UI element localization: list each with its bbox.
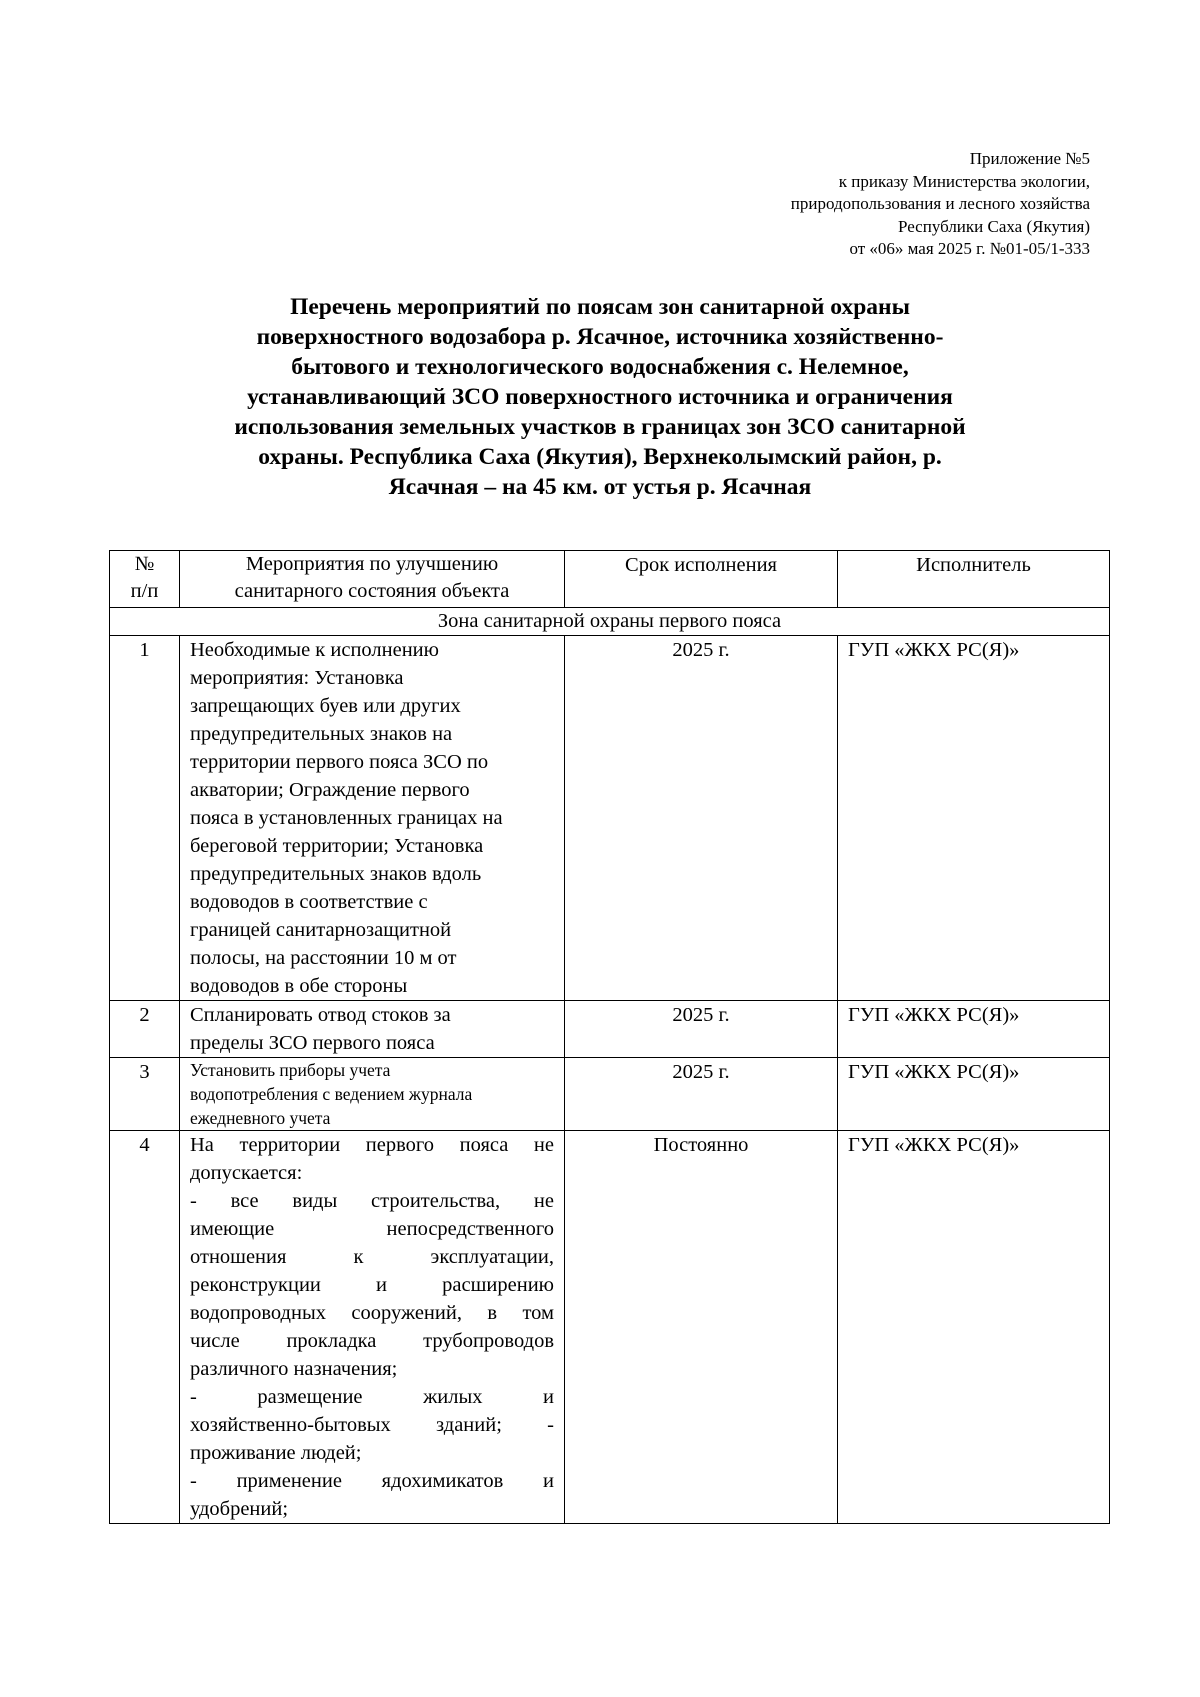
measure-line: - все виды строительства, не (190, 1190, 554, 1212)
table-row (110, 636, 1110, 1001)
header-num-line: п/п (130, 580, 159, 602)
row-executor: ГУП «ЖКХ РС(Я)» (838, 1131, 1110, 1524)
measure-line: водоводов в соответствие с (190, 891, 428, 913)
row-term: 2025 г. (565, 1058, 838, 1131)
header-measure (180, 551, 565, 608)
appendix-line: Приложение №5 (969, 149, 1090, 168)
measures-table (109, 550, 1110, 1524)
title-line: использования земельных участков в границах зон ЗСО санитарной (234, 414, 966, 440)
title-line: поверхностного водозабора р. Ясачное, источника хозяйственно- (256, 324, 944, 350)
measure-line: отношения к эксплуатации, (190, 1246, 554, 1268)
zone-row (110, 608, 1110, 636)
table-row (110, 1001, 1110, 1058)
measure-line: Спланировать отвод стоков за (190, 1004, 451, 1026)
measure-line: имеющие непосредственного (190, 1218, 554, 1240)
appendix-line: к приказу Министерства экологии, (838, 171, 1090, 191)
measure-line: запрещающих буев или других (190, 695, 461, 717)
measure-line: мероприятия: Установка (190, 667, 404, 689)
row-term: Постоянно (565, 1131, 838, 1524)
row-executor: ГУП «ЖКХ РС(Я)» (838, 1058, 1110, 1131)
row-term: 2025 г. (565, 636, 838, 1001)
header-num-line: № (134, 553, 155, 575)
measure-line: - применение ядохимикатов и (190, 1470, 554, 1492)
table-row (110, 1131, 1110, 1524)
title-line: Ясачная – на 45 км. от устья р. Ясачная (388, 474, 812, 500)
measure-line: пределы ЗСО первого пояса (190, 1032, 435, 1054)
header-measure-line: санитарного состояния объекта (234, 580, 510, 602)
measure-line: предупредительных знаков вдоль (190, 863, 482, 885)
row-number: 1 (110, 636, 180, 1001)
header-num (110, 551, 180, 608)
measure-line: предупредительных знаков на (190, 723, 453, 745)
row-measure (180, 636, 565, 1001)
title-line: охраны. Республика Саха (Якутия), Верхнеколымский район, р. (258, 444, 942, 470)
measure-line: реконструкции и расширению (190, 1274, 554, 1296)
row-number: 4 (110, 1131, 180, 1524)
measure-line: Установить приборы учета (190, 1060, 391, 1080)
measure-line: На территории первого пояса не (190, 1134, 554, 1156)
measure-line: Необходимые к исполнению (190, 639, 439, 661)
appendix-block (791, 148, 1090, 261)
measure-line: границей санитарнозащитной (190, 919, 452, 941)
row-executor: ГУП «ЖКХ РС(Я)» (838, 1001, 1110, 1058)
title-line: Перечень мероприятий по поясам зон санитарной охраны (290, 294, 910, 320)
appendix-line: от «06» мая 2025 г. №01-05/1-333 (849, 239, 1090, 258)
measure-line: полосы, на расстоянии 10 м от (190, 947, 457, 969)
document-title (150, 292, 1050, 502)
row-measure (180, 1131, 565, 1524)
measure-line: водопотребления с ведением журнала (190, 1084, 473, 1104)
header-term: Срок исполнения (565, 551, 838, 608)
measure-line: водопроводных сооружений, в том (190, 1302, 554, 1324)
measure-line: акватории; Ограждение первого (190, 779, 470, 801)
title-line: устанавливающий ЗСО поверхностного источника и ограничения (247, 384, 953, 410)
measure-line: пояса в установленных границах на (190, 807, 503, 829)
measure-line: территории первого пояса ЗСО по (190, 751, 489, 773)
measure-line: береговой территории; Установка (190, 835, 484, 857)
measure-line: числе прокладка трубопроводов (190, 1330, 554, 1352)
row-executor: ГУП «ЖКХ РС(Я)» (838, 636, 1110, 1001)
appendix-line: Республики Саха (Якутия) (897, 216, 1090, 236)
header-executor: Исполнитель (838, 551, 1110, 608)
row-number: 2 (110, 1001, 180, 1058)
measure-line: удобрений; (190, 1498, 289, 1520)
row-term: 2025 г. (565, 1001, 838, 1058)
row-measure (180, 1058, 565, 1131)
measure-line: ежедневного учета (190, 1108, 331, 1128)
measure-line: проживание людей; (190, 1442, 362, 1464)
table-header-row (110, 551, 1110, 608)
row-measure (180, 1001, 565, 1058)
title-line: бытового и технологического водоснабжения с. Нелемное, (291, 354, 909, 380)
table-row (110, 1058, 1110, 1131)
measure-line: допускается: (190, 1162, 303, 1184)
header-measure-line: Мероприятия по улучшению (245, 553, 499, 575)
measure-line: - размещение жилых и (190, 1386, 554, 1408)
appendix-line: природопользования и лесного хозяйства (790, 194, 1090, 213)
measure-line: водоводов в обе стороны (190, 975, 408, 997)
measure-line: хозяйственно-бытовых зданий; - (190, 1414, 554, 1436)
zone-title: Зона санитарной охраны первого пояса (110, 608, 1110, 636)
row-number: 3 (110, 1058, 180, 1131)
measure-line: различного назначения; (190, 1358, 398, 1380)
